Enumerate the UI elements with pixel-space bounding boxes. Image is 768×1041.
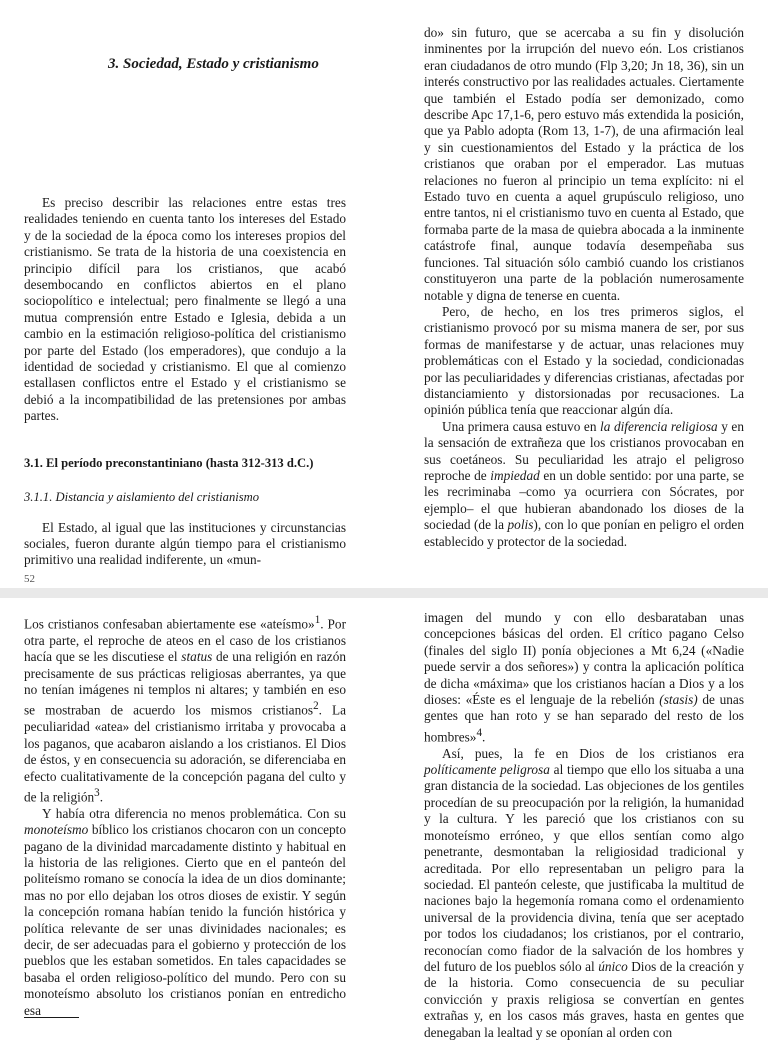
chapter-title: 3. Sociedad, Estado y cristianismo [108, 56, 319, 72]
right-column-bottom [424, 610, 744, 1041]
paragraph: Pero, de hecho, en los tres primeros siglos, el cristianismo provocó por su misma manera de ser, por sus formas de manifestarse y de actuar, unas relaciones muy problemáticas con el Estado y la sociedad, condicionadas por las peculiaridades y diferencias cristianas, afectadas por distanciamiento y distorsionadas por recusaciones. La opinión pública tenía que reaccionar algún día. [424, 303, 744, 418]
paragraph: Así, pues, la fe en Dios de los cristianos era políticamente peligrosa al tiempo que ello los situaba a una gran distancia de la sociedad. Las objeciones de los gentiles procedían de su preocupación por la religión, la humanidad y la cultura. Y les pareció que los cristianos con su monoteísmo erróneo, y que ellos sentían como algo penetrante, desmontaban la religiosidad tradicional y acreditada. Por ello representaban un peligro para la sociedad. El panteón celeste, que justificaba la multitud de naciones bajo la hegemonía romana como el ordenamiento universal de la providencia divina, tenía que ser aceptado por todos los ciudadanos; los cristianos, por el contrario, reconocían como fiador de la salvación de los hombres y del futuro de los pueblos sólo al único Dios de la creación y de la historia. Como consecuencia de su peculiar convicción y praxis religiosa se convertían en gentes extrañas y, en los casos más graves, hasta en gentes que denegaban la lealtad y se oponían al orden con [424, 745, 744, 1040]
page-number: 52 [24, 573, 35, 585]
paragraph: do» sin futuro, que se acercaba a su fin y disolución inminentes por la irrupción del nuevo eón. Los cristianos eran ciudadanos de otro mundo (Flp 3,20; Jn 18, 36), sin un interés constructivo por las realidades actuales. Ciertamente que también el Estado podía ser demonizado, como describe Apc 17,1-6, pero estuvo más extendida la posición, que ya Pablo adopta (Rom 13, 1-7), de una afirmación leal y sin cuestionamientos del Estado y la práctica de los cristianos que oraban por el emperador. Las mutuas relaciones no fueron al principio un tema explícito: ni el Estado tuvo en cuenta a aquel grupúsculo religioso, uno entre tantos, ni el cristianismo tuvo en cuenta al Estado, que formaba parte de la masa de quiebra abocada a la inminente catástrofe final, aunque todavía desempeñaba sus funciones. Tal situación sólo cambió cuando los cristianos constituyeron una parte de la población numerosamente notable y digna de tenerse en cuenta. [424, 25, 744, 303]
left-column-bottom [24, 612, 346, 1019]
right-column-top [424, 25, 744, 550]
left-column-top [24, 195, 346, 569]
intro-paragraph: Es preciso describir las relaciones entre estas tres realidades teniendo en cuenta tanto los intereses del Estado y de la sociedad de la época como los intereses propios del cristianismo. Se trata de la historia de una coexistencia en principio difícil para los cristianos, que acabó desembocando en conflictos abiertos en el plano sociopolítico e intelectual; pero finalmente se llegó a una mutua comprensión entre Estado e Iglesia, debida a un cambio en la estimación religioso-política del cristianismo por parte del Estado (los emperadores), que condujo a la identidad de sociedad y cristianismo. El que al comienzo estallasen conflictos entre el Estado y el cristianismo se debió a la incompatibilidad de las pretensiones por ambas partes. [24, 195, 346, 424]
paragraph: Y había otra diferencia no menos problemática. Con su monoteísmo bíblico los cristianos chocaron con un concepto pagano de la divinidad marcadamente distinto y habitual en la historia de las religiones. Cierto que en el panteón del politeísmo romano se conocía la idea de un dios dominante; mas no por ello dejaban los otros dioses de existir. Y según la concepción romana habían tenido la función histórica y política relevante de ser unas divinidades nacionales; es decir, de ser adecuadas para el gobierno y protección de los pueblos que les estaban sometidos. En tales capacidades se basaba el orden religioso-político del mundo. Pero con su monoteísmo absoluto los cristianos ponían en entredicho esa [24, 805, 346, 1018]
page-bottom [0, 598, 768, 1040]
subsection-heading: 3.1.1. Distancia y aislamiento del cristianismo [24, 490, 260, 505]
paragraph: imagen del mundo y con ello desbarataban unas concepciones básicas del orden. El crítico pagano Celso (finales del siglo II) ponía objeciones a Mt 6,24 («Nadie puede servir a dos señores») y contra la aplicación política de dicha «máxima» que los cristianos hacían a Dios y a los dioses: «Éste es el lenguaje de la rebelión (stasis) de unas gentes que han roto y se han separado del resto de los hombres»$^4$. [424, 610, 744, 745]
paragraph: Los cristianos confesaban abiertamente ese «ateísmo»$^1$. Por otra parte, el reproche de ateos en el caso de los cristianos hacía que se les discutiese el status de una religión en razón precisamente de sus prácticas religiosas aberrantes, ya que no tenían imágenes ni templos ni altares; y también en eso se mostraban de acuerdo los mismos cristianos$^2$. La peculiaridad «atea» del cristianismo irritaba y provocaba a los paganos, que acabaron aislando a los cristianos. El Dios de éstos, y en consecuencia su adoración, se diferenciaba en efecto cualitativamente de la concepción pagana del culto y de la religión$^3$. [24, 614, 347, 805]
paragraph: Una primera causa estuvo en la diferencia religiosa y en la sensación de extrañeza que los cristianos provocaban en sus coetáneos. Su peculiaridad les atrajo el peligroso reproche de impiedad en un doble sentido: por una parte, se les recriminaba –como ya ocurriera con Sócrates, por ejemplo– el que hubieran abandonado los dioses de la sociedad (de la polis), con lo que ponían en peligro el orden establecido y protector de la sociedad. [424, 418, 744, 549]
footnote-rule [24, 1017, 79, 1018]
section-heading: 3.1. El período preconstantiniano (hasta 312-313 d.C.) [24, 455, 314, 470]
paragraph-state: El Estado, al igual que las instituciones y circunstancias sociales, fueron durante algún tiempo para el cristianismo primitivo una realidad indiferente, un «mun- [24, 519, 346, 568]
page-gap [0, 588, 768, 598]
